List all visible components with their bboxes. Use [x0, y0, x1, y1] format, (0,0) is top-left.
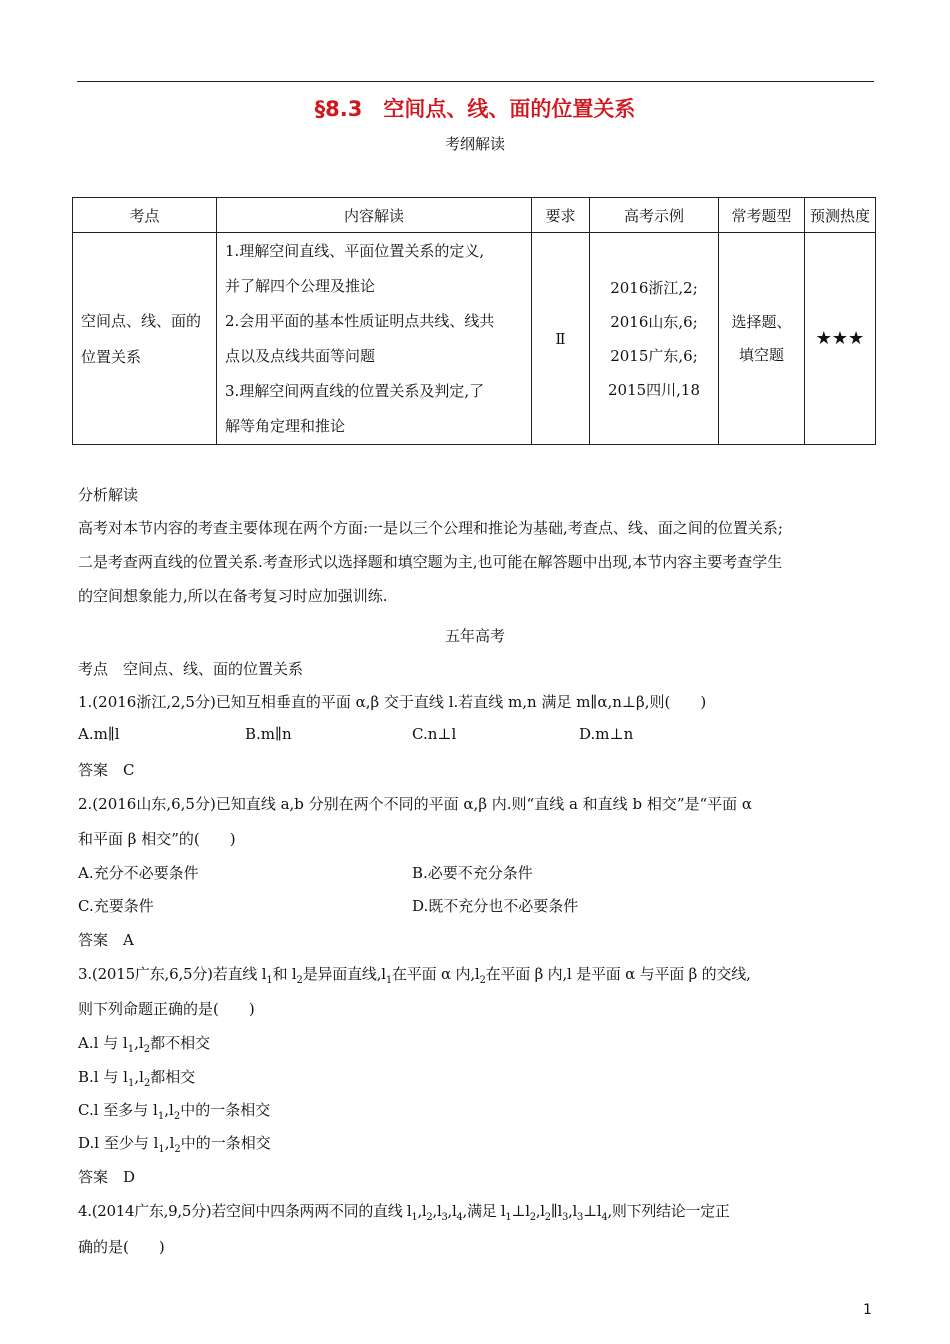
heat-cell: ★★★ — [805, 233, 876, 445]
header-rule — [77, 81, 874, 82]
topic-cell: 空间点、线、面的 位置关系 — [73, 233, 217, 445]
examples-cell: 2016浙江,2; 2016山东,6; 2015广东,6; 2015四川,18 — [590, 233, 719, 445]
q2-stem-cont: 和平面 β 相交”的( ) — [78, 830, 236, 848]
types-cell: 选择题、 填空题 — [719, 233, 805, 445]
q1-stem: 1.(2016浙江,2,5分)已知互相垂直的平面 α,β 交于直线 l.若直线 m,n 满足 m∥α,n⊥β,则( ) — [78, 693, 707, 711]
header-cell: 要求 — [532, 198, 590, 233]
analysis-heading: 分析解读 — [78, 486, 139, 504]
q2-option-d: D.既不充分也不必要条件 — [412, 897, 579, 915]
q2-option-a: A.充分不必要条件 — [78, 864, 199, 882]
page-number: 1 — [863, 1302, 872, 1318]
q1-option-d: D.m⊥n — [579, 725, 634, 743]
header-cell: 常考题型 — [719, 198, 805, 233]
q1-option-c: C.n⊥l — [412, 725, 457, 743]
q2-option-b: B.必要不充分条件 — [412, 864, 533, 882]
q1-option-a: A.m∥l — [78, 725, 120, 743]
q3-option-b: B.l 与 $l_1,l_2$都相交 — [78, 1068, 196, 1089]
q3-answer: 答案 D — [78, 1168, 136, 1186]
q2-answer: 答案 A — [78, 931, 134, 949]
section-title: §8.3 空间点、线、面的位置关系 — [314, 97, 636, 121]
header-cell: 预测热度 — [805, 198, 876, 233]
requirement-cell: Ⅱ — [532, 233, 590, 445]
q4-stem-cont: 确的是( ) — [78, 1238, 165, 1256]
table-header-row — [73, 198, 876, 233]
q3-stem-cont: 则下列命题正确的是( ) — [78, 1000, 255, 1018]
q3-option-a: A.l 与 $l_1,l_2$都不相交 — [78, 1034, 211, 1055]
q1-option-b: B.m∥n — [245, 725, 292, 743]
subtitle: 考纲解读 — [444, 135, 505, 153]
syllabus-table — [72, 197, 876, 445]
content-cell: 1.理解空间直线、平面位置关系的定义, 并了解四个公理及推论 2.会用平面的基本性质证明点共线、线共 点以及点线共面等问题 3.理解空间两直线的位置关系及判定,了 解等角定理和推论 — [217, 233, 532, 445]
header-cell: 高考示例 — [590, 198, 719, 233]
q3-option-c: C.l 至多与 $l_1,l_2$中的一条相交 — [78, 1101, 271, 1122]
q3-option-d: D.l 至少与 $l_1,l_2$中的一条相交 — [78, 1134, 271, 1155]
table-row — [73, 233, 876, 445]
five-years-heading: 五年高考 — [444, 627, 505, 645]
q3-stem: 3.(2015广东,6,5分)若直线 $l_1$和 $l_2$是异面直线$,l_1$在平面 α 内$,l_2$在平面 β 内,l 是平面 α 与平面 β 的交线, — [78, 965, 751, 986]
q2-stem: 2.(2016山东,6,5分)已知直线 a,b 分别在两个不同的平面 α,β 内.则“直线 a 和直线 b 相交”是“平面 α — [78, 795, 753, 813]
header-cell: 内容解读 — [217, 198, 532, 233]
q1-answer: 答案 C — [78, 761, 135, 779]
q2-option-c: C.充要条件 — [78, 897, 154, 915]
kaodian-heading: 考点 空间点、线、面的位置关系 — [78, 660, 304, 678]
q4-stem: 4.(2014广东,9,5分)若空间中四条两两不同的直线 $l_1,l_2,l_3,l_4$,满足 $l_1\perp l_2,l_2\parallel l_3,l_3\perp l_4$,则下列结论一定正 — [78, 1202, 730, 1223]
analysis-paragraph: 高考对本节内容的考查主要体现在两个方面:一是以三个公理和推论为基础,考查点、线、面之间的位置关系; 二是考查两直线的位置关系.考查形式以选择题和填空题为主,也可能在解答题中出现,本节内容主要考查学生 的空间想象能力,所以在备考复习时应加强训练. — [78, 519, 783, 605]
header-cell: 考点 — [73, 198, 217, 233]
